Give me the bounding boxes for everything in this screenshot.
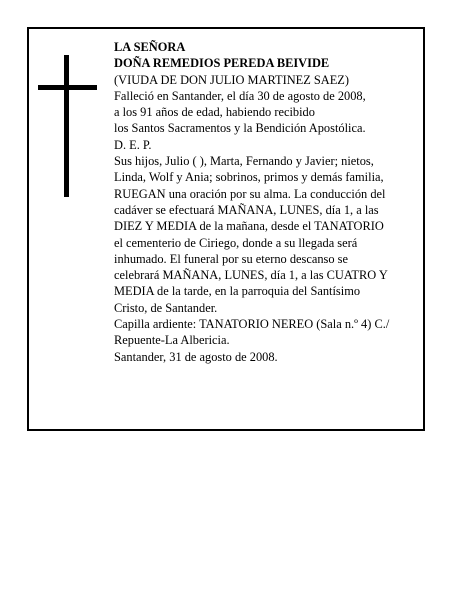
notice-line: Repuente-La Albericia.: [114, 333, 230, 348]
notice-line: Cristo, de Santander.: [114, 300, 218, 315]
notice-line-name: DOÑA REMEDIOS PEREDA BEIVIDE: [114, 56, 330, 71]
notice-line: Linda, Wolf y Ania; sobrinos, primos y demás familia,: [114, 170, 384, 185]
notice-line: RUEGAN una oración por su alma. La conducción del: [114, 186, 386, 201]
notice-line: MEDIA de la tarde, en la parroquia del Santísimo: [114, 284, 361, 299]
notice-line-title: LA SEÑORA: [114, 40, 186, 54]
notice-line: Sus hijos, Julio ( ), Marta, Fernando y Javier; nietos,: [114, 154, 374, 169]
cross-vertical-bar: [64, 55, 69, 197]
notice-line: DIEZ Y MEDIA de la mañana, desde el TANATORIO: [114, 219, 384, 234]
notice-line: celebrará MAÑANA, LUNES, día 1, a las CUATRO Y: [114, 268, 388, 283]
notice-line-date: Santander, 31 de agosto de 2008.: [114, 349, 278, 364]
cross-horizontal-bar: [38, 85, 97, 90]
notice-line-dep: D. E. P.: [114, 137, 152, 152]
notice-line: Capilla ardiente: TANATORIO NEREO (Sala n.º 4) C./: [114, 317, 390, 332]
notice-line: cadáver se efectuará MAÑANA, LUNES, día 1, a las: [114, 202, 379, 217]
notice-line: inhumado. El funeral por su eterno descanso se: [114, 251, 348, 266]
notice-line: Falleció en Santander, el día 30 de agosto de 2008,: [114, 88, 366, 103]
notice-text-block: [114, 39, 424, 365]
notice-line: los Santos Sacramentos y la Bendición Apostólica.: [114, 121, 366, 136]
notice-line: el cementerio de Ciriego, donde a su llegada será: [114, 235, 358, 250]
notice-line: a los 91 años de edad, habiendo recibido: [114, 105, 315, 120]
notice-line-widow: (VIUDA DE DON JULIO MARTINEZ SAEZ): [114, 72, 349, 87]
